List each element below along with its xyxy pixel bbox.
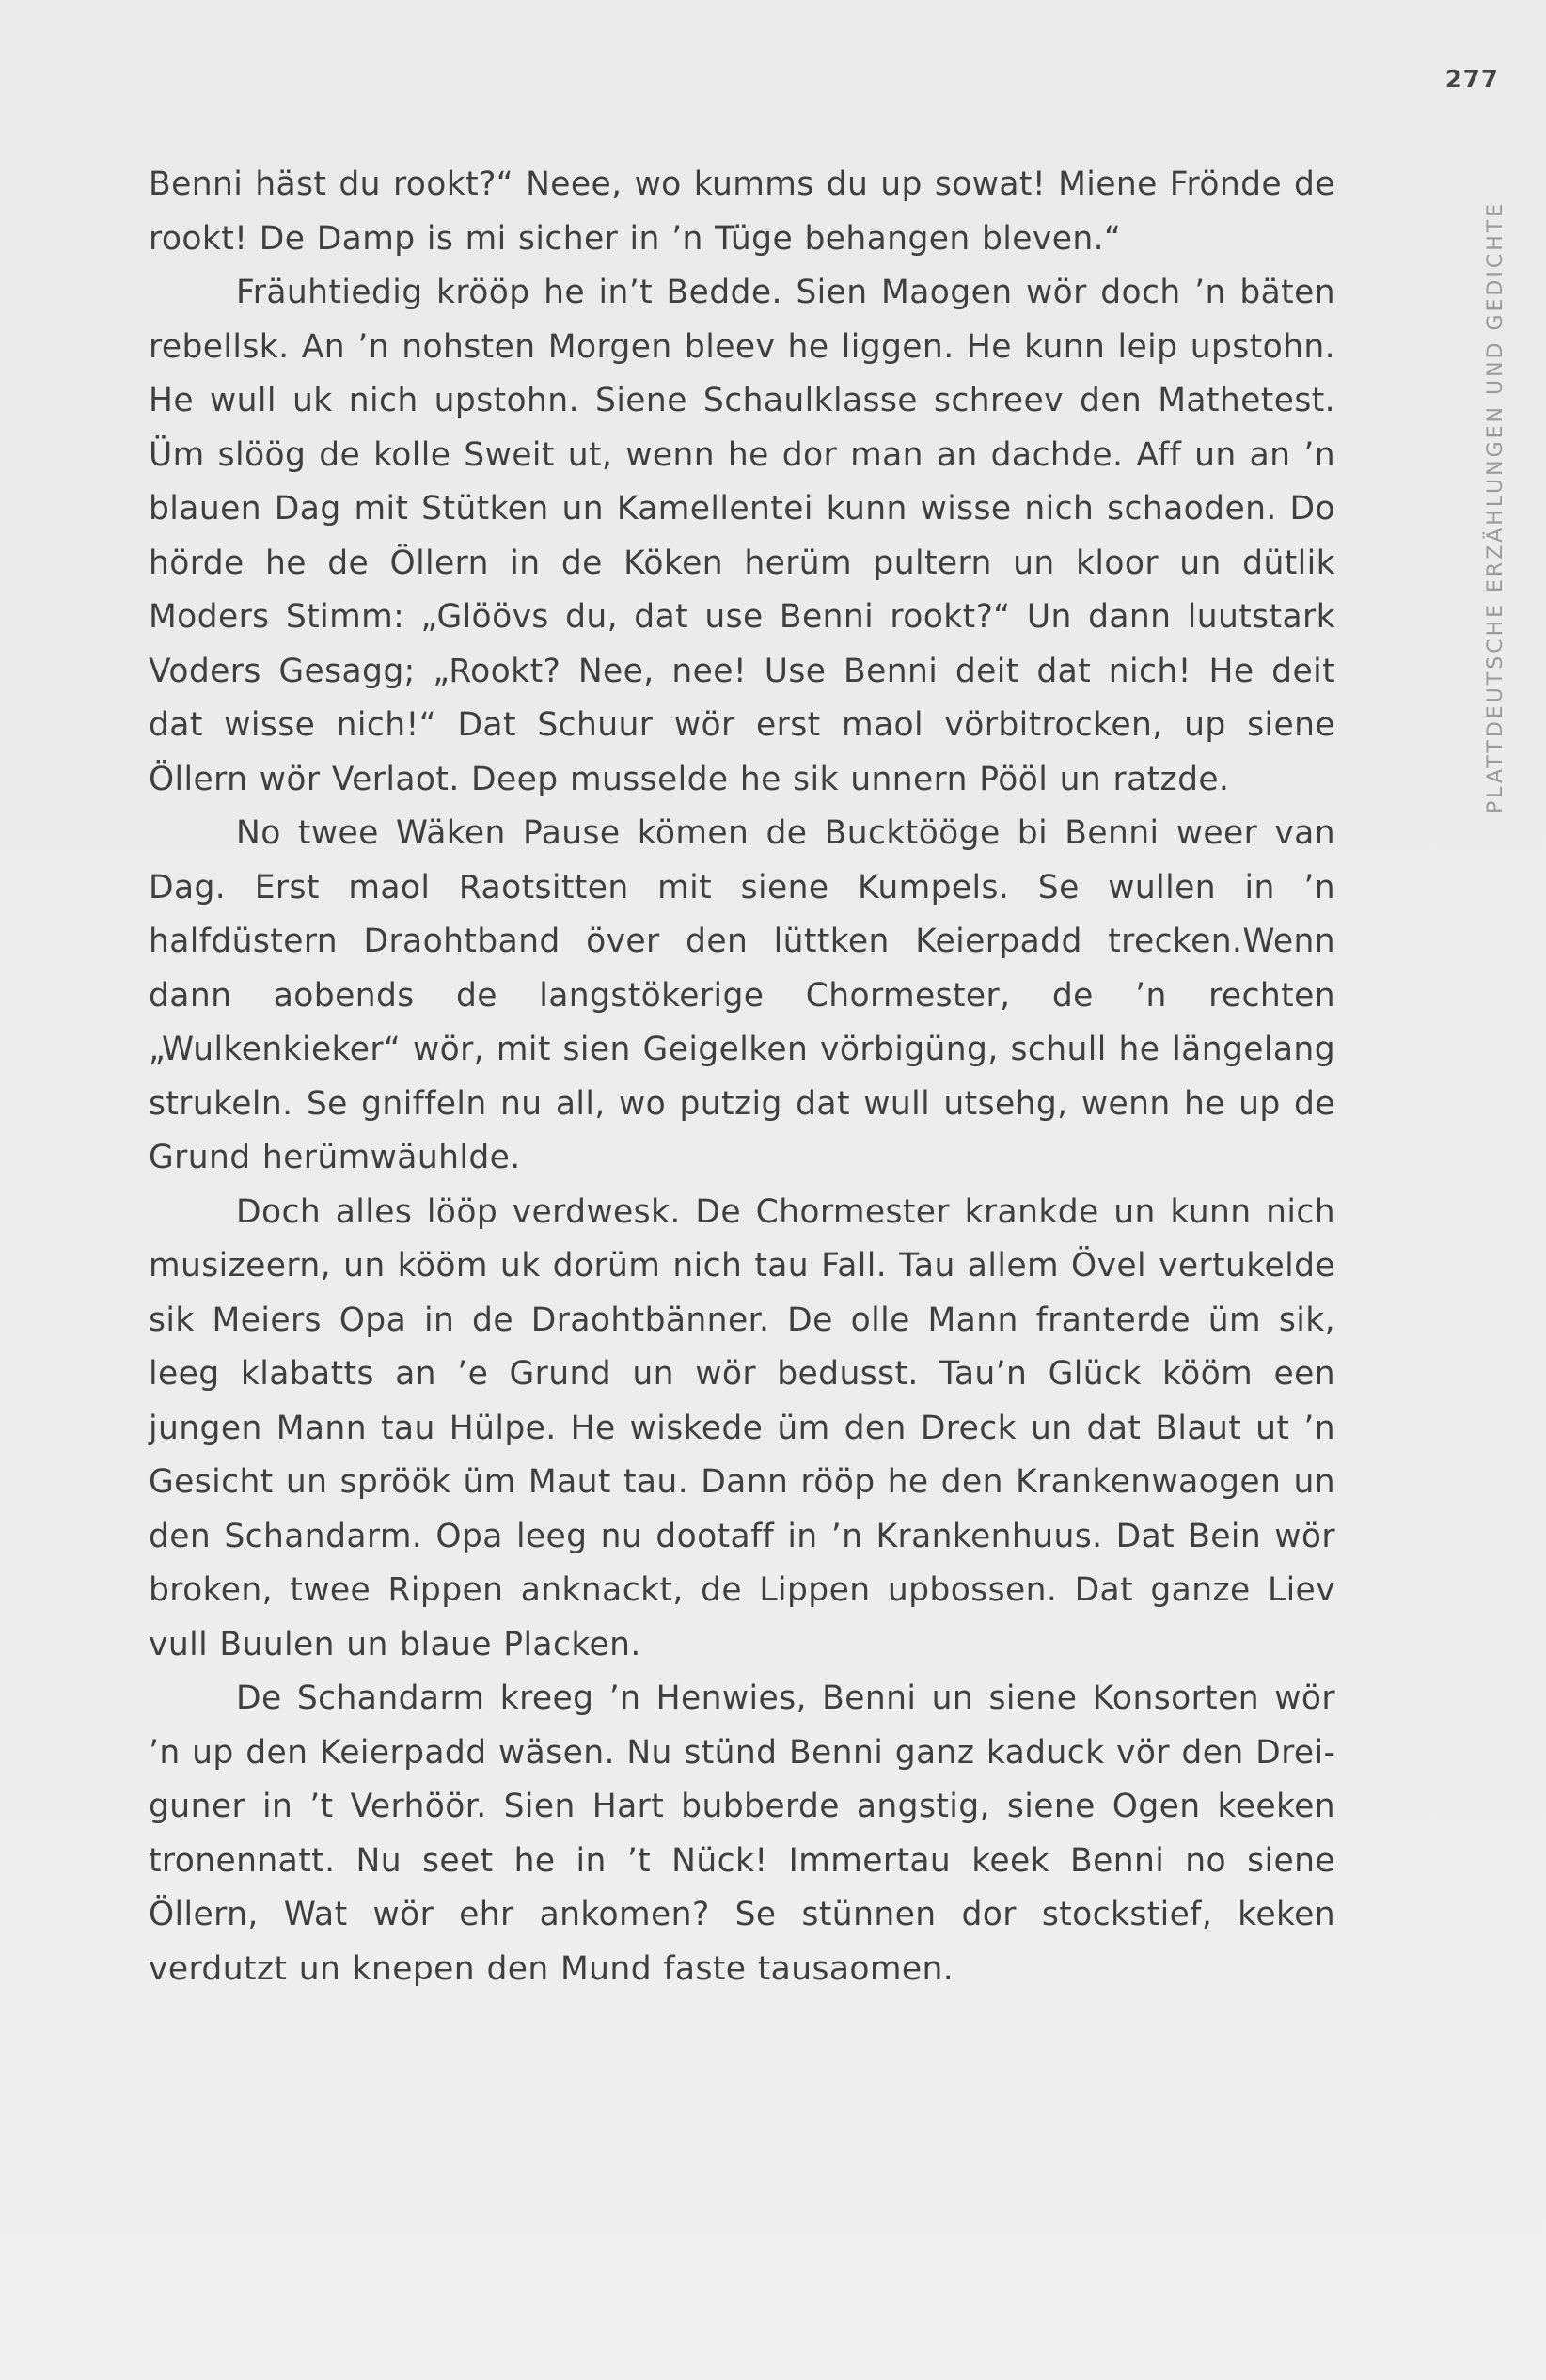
body-text bbox=[149, 158, 1335, 1996]
page-number: 277 bbox=[1444, 66, 1499, 94]
running-head: PLATTDEUTSCHE ERZÄHLUNGEN UND GEDICHTE bbox=[1484, 200, 1507, 813]
paragraph: No twee Wäken Pause kömen de Bucktööge bi Benni weer van Dag. Erst maol Raotsitten mit siene Kumpels. Se wullen in ’n halfdüstern Draohtband över den lüttken Keierpadd trecken.Wenn dann aobends de langstökerige Chormester, de ’n rechten „Wulkenkieker“ wör, mit sien Geigelken vörbigüng, schull he längelang strukeln. Se gniffeln nu all, wo putzig dat wull utsehg, wenn he up de Grund herümwäuhlde. bbox=[149, 814, 1335, 1176]
paragraph: Doch alles lööp verdwesk. De Chormester krankde un kunn nich musizeern, un kööm uk dorüm nich tau Fall. Tau allem Övel vertukelde sik Meiers Opa in de Draohtbänner. De olle Mann franterde üm sik, leeg klabatts an ’e Grund un wör bedusst. Tau’n Glück kööm een jungen Mann tau Hülpe. He wiskede üm den Dreck un dat Blaut ut ’n Gesicht un spröök üm Maut tau. Dann rööp he den Krankenwaogen un den Schandarm. Opa leeg nu dootaff in ’n Krankenhuus. Dat Bein wör broken, twee Rippen anknackt, de Lippen upbossen. Dat ganze Liev vull Buulen un blaue Placken. bbox=[149, 1192, 1335, 1663]
paragraph: Benni häst du rookt?“ Neee, wo kumms du up sowat! Miene Frönde de rookt! De Damp is mi sicher in ’n Tüge behangen bleven.“ bbox=[149, 165, 1335, 258]
paragraph: De Schandarm kreeg ’n Henwies, Benni un siene Konsorten wör ’n up den Keierpadd wäsen. Nu stünd Benni ganz kaduck vör den Dreiguner in ’t Verhöör. Sien Hart bubberde angstig, siene Ogen keeken tronennatt. Nu seet he in ’t Nück! Immertau keek Benni no siene Öllern, Wat wör ehr ankomen? Se stünnen dor stockstief, keken verdutzt un knepen den Mund faste tausaomen. bbox=[149, 1679, 1335, 1988]
paragraph: Fräuhtiedig krööp he in’t Bedde. Sien Maogen wör doch ’n bäten rebellsk. An ’n nohsten Morgen bleev he liggen. He kunn leip upstohn. He wull uk nich upstohn. Siene Schaulklasse schreev den Mathetest. Üm slöög de kolle Sweit ut, wenn he dor man an dachde. Aff un an ’n blauen Dag mit Stütken un Kamellentei kunn wisse nich schaoden. Do hörde he de Öllern in de Köken herüm pultern un kloor un dütlik Moders Stimm: „Glöövs du, dat use Benni rookt?“ Un dann luutstark Voders Gesagg; „Rookt? Nee, nee! Use Benni deit dat nich! He deit dat wisse nich!“ Dat Schuur wör erst maol vörbitrocken, up siene Öllern wör Verlaot. Deep musselde he sik unnern Pööl un ratzde. bbox=[149, 274, 1335, 798]
